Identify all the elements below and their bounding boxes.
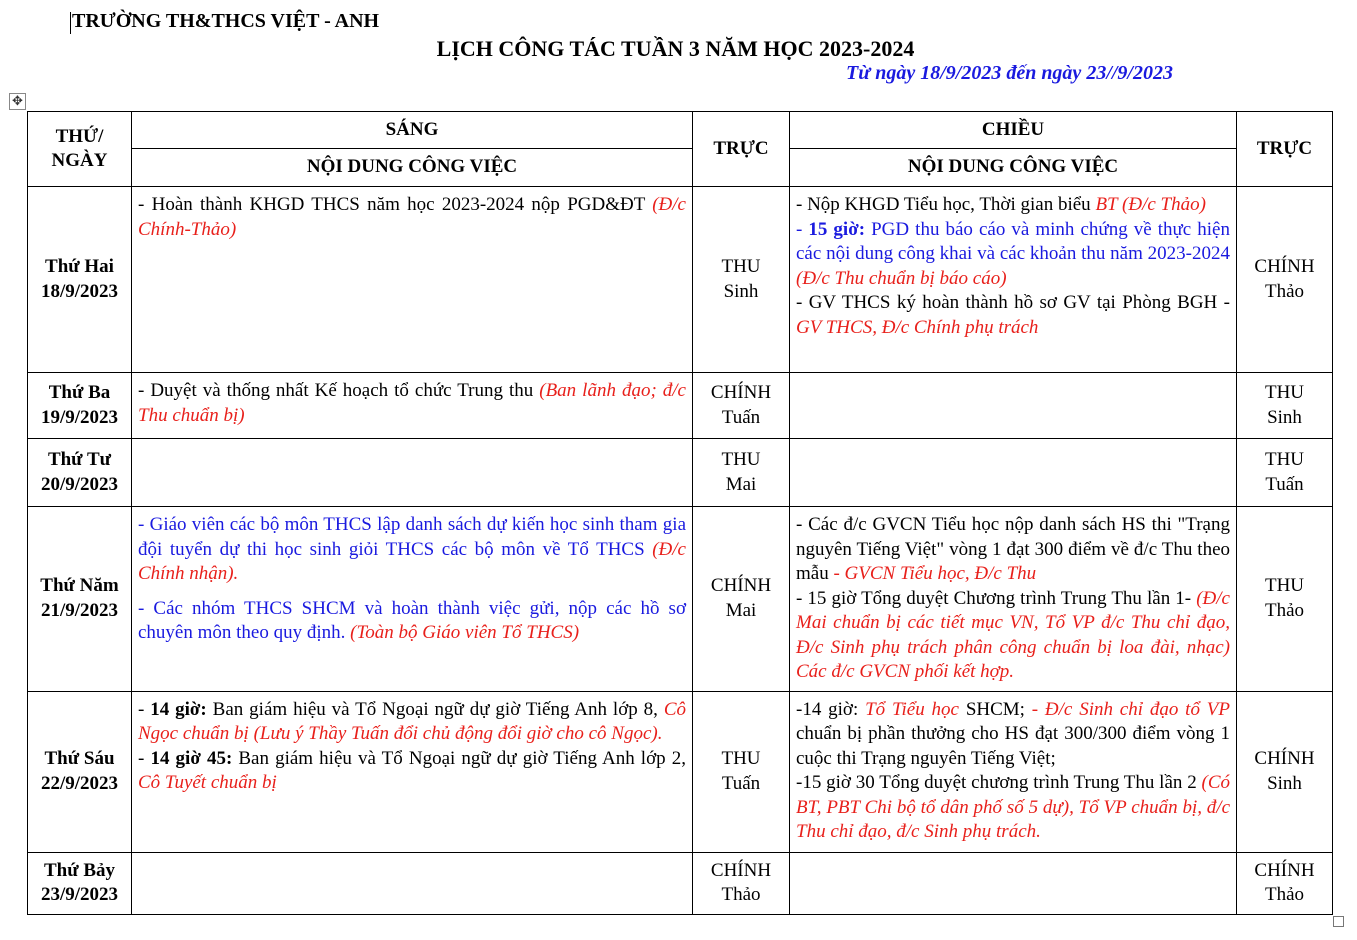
morning-content bbox=[132, 852, 693, 914]
header-afternoon: CHIỀU bbox=[790, 112, 1237, 149]
document-title: LỊCH CÔNG TÁC TUẦN 3 NĂM HỌC 2023-2024 bbox=[436, 36, 915, 61]
afternoon-content bbox=[790, 373, 1237, 439]
afternoon-duty: CHÍNH Thảo bbox=[1237, 852, 1333, 914]
header-afternoon-content: NỘI DUNG CÔNG VIỆC bbox=[790, 149, 1237, 187]
resize-icon[interactable] bbox=[1333, 916, 1344, 927]
morning-content: - Giáo viên các bộ môn THCS lập danh sách dự kiến học sinh tham gia đội tuyển dự thi học sinh giỏi THCS các bộ môn về Tổ THCS (Đ/c Chính nhận). - Các nhóm THCS SHCM và hoàn thành việc gửi, nộp các hồ sơ chuyên môn theo quy định. (Toàn bộ Giáo viên Tổ THCS) bbox=[132, 507, 693, 692]
afternoon-duty: THU Thảo bbox=[1237, 507, 1333, 692]
schedule-table bbox=[27, 111, 1333, 915]
header-morning-content: NỘI DUNG CÔNG VIỆC bbox=[132, 149, 693, 187]
day-cell: Thứ Sáu 22/9/2023 bbox=[28, 691, 132, 852]
table-row bbox=[28, 439, 1333, 507]
day-cell: Thứ Năm 21/9/2023 bbox=[28, 507, 132, 692]
morning-content: - Hoàn thành KHGD THCS năm học 2023-2024 nộp PGD&ĐT (Đ/c Chính-Thảo) bbox=[132, 187, 693, 373]
table-row bbox=[28, 852, 1333, 914]
afternoon-duty: CHÍNH Sinh bbox=[1237, 691, 1333, 852]
table-row bbox=[28, 507, 1333, 692]
afternoon-content: - Nộp KHGD Tiểu học, Thời gian biểu BT (Đ/c Thảo) - 15 giờ: PGD thu báo cáo và minh chứng về thực hiện các nội dung công khai và các khoản thu năm 2023-2024 (Đ/c Thu chuẩn bị báo cáo) - GV THCS ký hoàn thành hồ sơ GV tại Phòng BGH - GV THCS, Đ/c Chính phụ trách bbox=[790, 187, 1237, 373]
day-cell: Thứ Bảy 23/9/2023 bbox=[28, 852, 132, 914]
morning-duty: THU Tuấn bbox=[693, 691, 790, 852]
afternoon-content: - Các đ/c GVCN Tiểu học nộp danh sách HS thi "Trạng nguyên Tiếng Việt" vòng 1 đạt 300 điểm về đ/c Thu theo mẫu - GVCN Tiểu học, Đ/c Thu - 15 giờ Tổng duyệt Chương trình Trung Thu lần 1- (Đ/c Mai chuẩn bị các tiết mục VN, Tổ VP đ/c Thu chỉ đạo, Đ/c Sinh phụ trách phân công chuẩn bị loa đài, nhạc) Các đ/c GVCN phối kết hợp. bbox=[790, 507, 1237, 692]
morning-duty: CHÍNH Thảo bbox=[693, 852, 790, 914]
table-row bbox=[28, 691, 1333, 852]
afternoon-content: -14 giờ: Tổ Tiểu học SHCM; - Đ/c Sinh chỉ đạo tổ VP chuẩn bị phần thưởng cho HS đạt 300/300 điểm vòng 1 cuộc thi Trạng nguyên Tiếng Việt; -15 giờ 30 Tổng duyệt chương trình Trung Thu lần 2 (Có BT, PBT Chi bộ tổ dân phố số 5 dự), Tổ VP chuẩn bị, đ/c Thu chỉ đạo, đ/c Sinh phụ trách. bbox=[790, 691, 1237, 852]
header-duty-morning: TRỰC bbox=[693, 112, 790, 187]
day-cell: Thứ Tư 20/9/2023 bbox=[28, 439, 132, 507]
morning-duty: THU Mai bbox=[693, 439, 790, 507]
text-cursor bbox=[70, 12, 71, 34]
day-cell: Thứ Ba 19/9/2023 bbox=[28, 373, 132, 439]
afternoon-content bbox=[790, 852, 1237, 914]
move-icon[interactable]: ✥ bbox=[9, 93, 26, 110]
afternoon-duty: THU Sinh bbox=[1237, 373, 1333, 439]
morning-duty: CHÍNH Mai bbox=[693, 507, 790, 692]
header-day: THỨ/ NGÀY bbox=[28, 112, 132, 187]
table-row bbox=[28, 187, 1333, 373]
school-name: TRƯỜNG TH&THCS VIỆT - ANH bbox=[72, 10, 380, 32]
morning-content: - 14 giờ: Ban giám hiệu và Tổ Ngoại ngữ dự giờ Tiếng Anh lớp 8, Cô Ngọc chuẩn bị (Lưu ý Thầy Tuấn đổi chủ động đổi giờ cho cô Ngọc). - 14 giờ 45: Ban giám hiệu và Tổ Ngoại ngữ dự giờ Tiếng Anh lớp 2, Cô Tuyết chuẩn bị bbox=[132, 691, 693, 852]
date-range: Từ ngày 18/9/2023 đến ngày 23//9/2023 bbox=[846, 62, 1173, 84]
afternoon-content bbox=[790, 439, 1237, 507]
header-duty-afternoon: TRỰC bbox=[1237, 112, 1333, 187]
morning-duty: THU Sinh bbox=[693, 187, 790, 373]
table-row bbox=[28, 373, 1333, 439]
header-morning: SÁNG bbox=[132, 112, 693, 149]
afternoon-duty: THU Tuấn bbox=[1237, 439, 1333, 507]
morning-content bbox=[132, 439, 693, 507]
afternoon-duty: CHÍNH Thảo bbox=[1237, 187, 1333, 373]
morning-content: - Duyệt và thống nhất Kế hoạch tổ chức Trung thu (Ban lãnh đạo; đ/c Thu chuẩn bị) bbox=[132, 373, 693, 439]
day-cell: Thứ Hai 18/9/2023 bbox=[28, 187, 132, 373]
morning-duty: CHÍNH Tuấn bbox=[693, 373, 790, 439]
